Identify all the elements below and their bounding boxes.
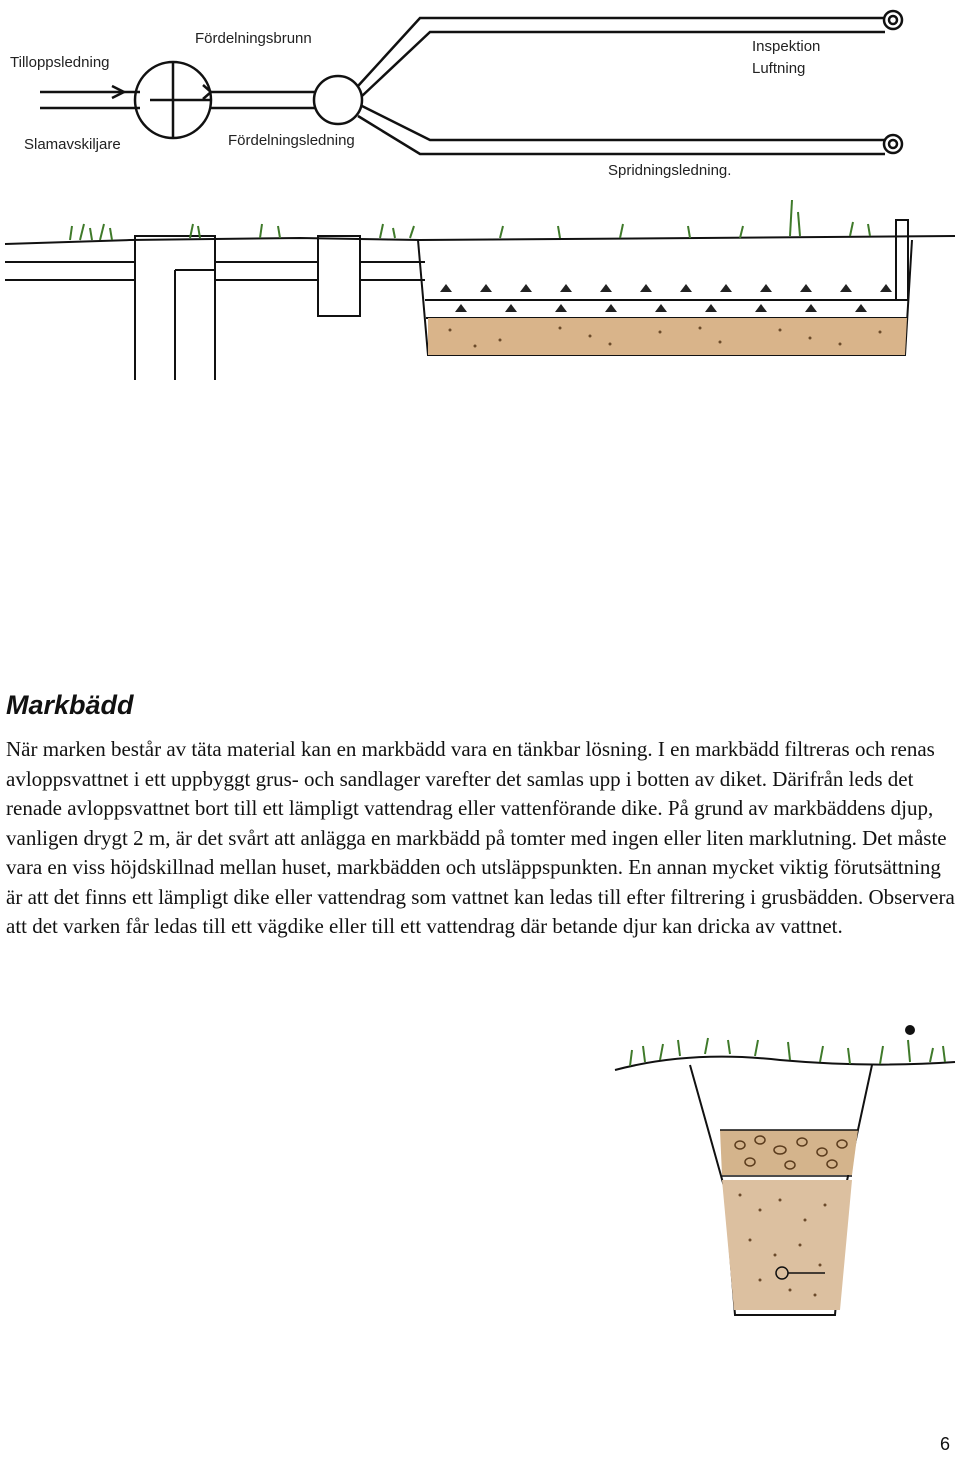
distribution-well-section [318,236,360,316]
distribution-well-label: Fördelningsbrunn [195,30,312,47]
distribution-pipe-label: Fördelningsledning [228,132,355,149]
cross-section-drawing [610,1010,960,1340]
gravel-marks [440,284,892,312]
grass-top [630,1038,945,1066]
sludge-separator-label: Slamavskiljare [24,136,121,153]
plan-view [40,11,902,154]
ventilation-label: Luftning [752,60,806,77]
inspection-label: Inspektion [752,38,821,55]
sewage-system-diagram [0,0,960,380]
page-number: 6 [939,1434,950,1454]
inspection-pipe [896,220,908,300]
inflow-pipe-label: Tilloppsledning [10,54,110,71]
sand-layer [428,318,907,355]
spreading-pipe-label: Spridningsledning. [608,162,732,179]
filter-bed-cross-section [610,1010,960,1340]
section-view [5,220,955,380]
distribution-well-circle [314,76,362,124]
sand-layer [722,1180,852,1310]
flower-icon [905,1025,915,1035]
body-paragraph: När marken består av täta material kan en markbädd vara en tänkbar lösning. I en markbädd filtreras och renas avloppsvattnet i ett uppbyggt grus- och sandlager varefter det samlas upp i botten av diket. Därifrån leds det renade avloppsvattnet bort till ett lämpligt vattendrag eller vattenförande dike. På grund av markbäddens djup, vanligen drygt 2 m, är det svårt att anlägga en markbädd på tomter med ingen eller liten marklutning. Det måste vara en viss höjdskillnad mellan huset, markbädden och utsläppspunkten. En annan mycket viktig förutsättning är att det finns ett lämpligt dike eller vattendrag som vattnet kan ledas till efter filtrering i grusbädden. Observera att det varken får ledas till ett vägdike eller till ett vattendrag där betande djur kan dricka av vattnet. [6,737,955,938]
grass [70,200,870,240]
section-heading: Markbädd [6,690,134,720]
sewage-system-drawing [0,0,960,380]
